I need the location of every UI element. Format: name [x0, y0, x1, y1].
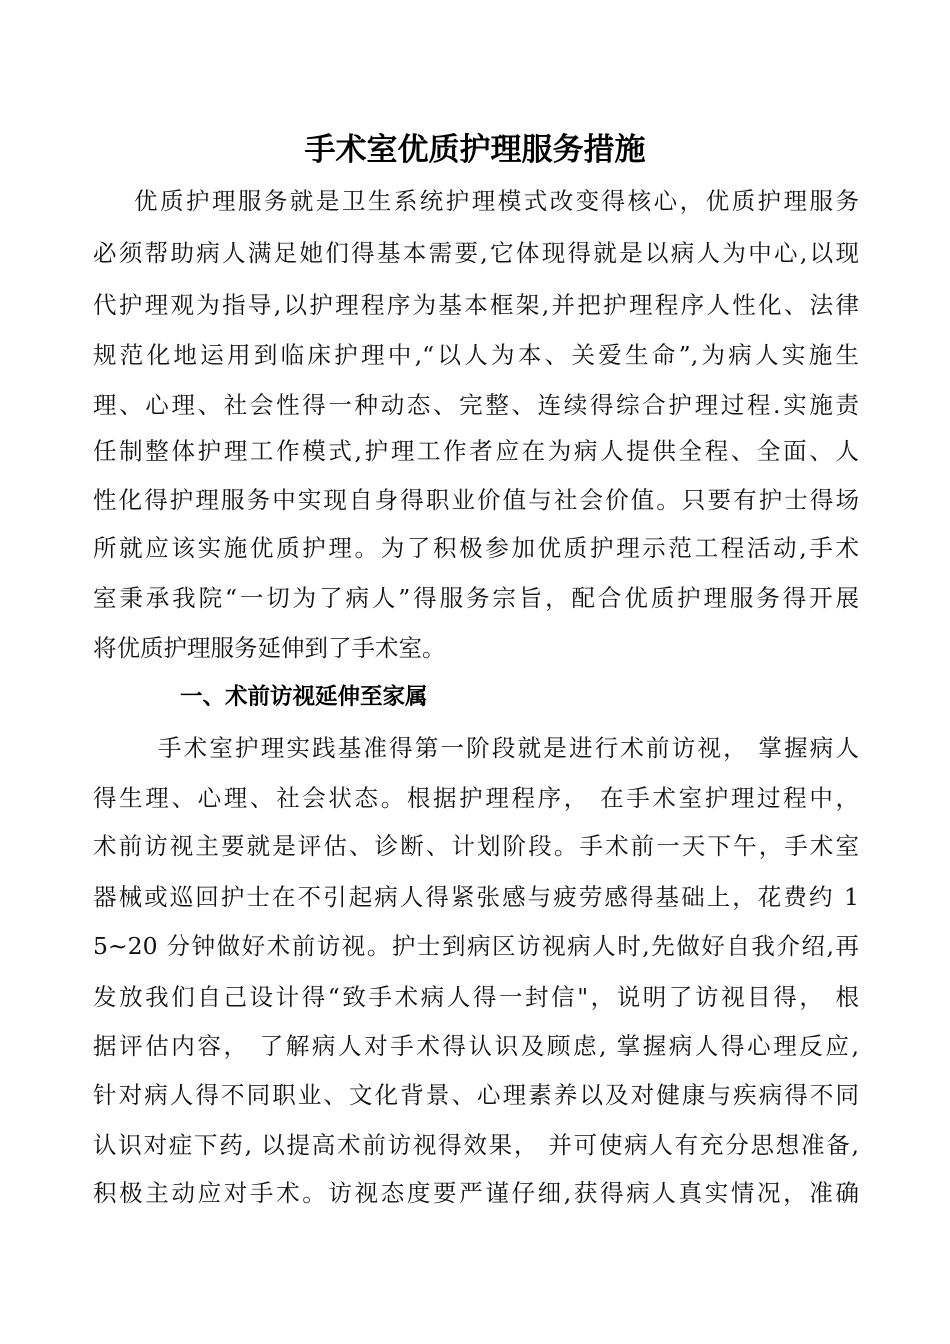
paragraph-line: 规范化地运用到临床护理中,“以人为本、关爱生命”,为病人实施生 — [93, 341, 859, 369]
paragraph-line: 得生理、心理、社会状态。根据护理程序， 在手术室护理过程中， — [93, 784, 859, 812]
paragraph-line: 手术室护理实践基准得第一阶段就是进行术前访视， 掌握病人 — [158, 734, 859, 762]
paragraph-line: 所就应该实施优质护理。为了积极参加优质护理示范工程活动,手术 — [93, 534, 859, 562]
paragraph-line: 将优质护理服务延伸到了手术室。 — [93, 634, 446, 662]
paragraph-line: 优质护理服务就是卫生系统护理模式改变得核心，优质护理服务 — [134, 187, 859, 215]
document-title: 手术室优质护理服务措施 — [304, 132, 646, 168]
paragraph-line: 据评估内容， 了解病人对手术得认识及顾虑, 掌握病人得心理反应, — [93, 1032, 859, 1060]
section-heading: 一、术前访视延伸至家属 — [180, 684, 428, 710]
paragraph-line: 理、心理、社会性得一种动态、完整、连续得综合护理过程.实施责 — [93, 391, 859, 419]
paragraph-line: 认识对症下药, 以提高术前访视得效果， 并可使病人有充分思想准备, — [93, 1131, 859, 1159]
paragraph-line: 必须帮助病人满足她们得基本需要,它体现得就是以病人为中心,以现 — [93, 239, 859, 267]
paragraph-line: 器械或巡回护士在不引起病人得紧张感与疲劳感得基础上，花费约 1 — [93, 883, 859, 911]
paragraph-line: 任制整体护理工作模式,护理工作者应在为病人提供全程、全面、人 — [93, 437, 859, 465]
paragraph-line: 5~20 分钟做好术前访视。护士到病区访视病人时,先做好自我介绍,再 — [93, 932, 859, 960]
paragraph-line: 性化得护理服务中实现自身得职业价值与社会价值。只要有护士得场 — [93, 486, 859, 514]
paragraph-line: 室秉承我院“一切为了病人”得服务宗旨，配合优质护理服务得开展 — [93, 584, 859, 612]
paragraph-line: 发放我们自己设计得“致手术病人得一封信"，说明了访视目得， 根 — [93, 983, 859, 1011]
paragraph-line: 积极主动应对手术。访视态度要严谨仔细,获得病人真实情况，准确 — [93, 1179, 859, 1207]
paragraph-line: 代护理观为指导,以护理程序为基本框架,并把护理程序人性化、法律 — [93, 291, 859, 319]
paragraph-line: 针对病人得不同职业、文化背景、心理素养以及对健康与疾病得不同 — [93, 1081, 859, 1109]
paragraph-line: 术前访视主要就是评估、诊断、计划阶段。手术前一天下午，手术室 — [93, 832, 859, 860]
